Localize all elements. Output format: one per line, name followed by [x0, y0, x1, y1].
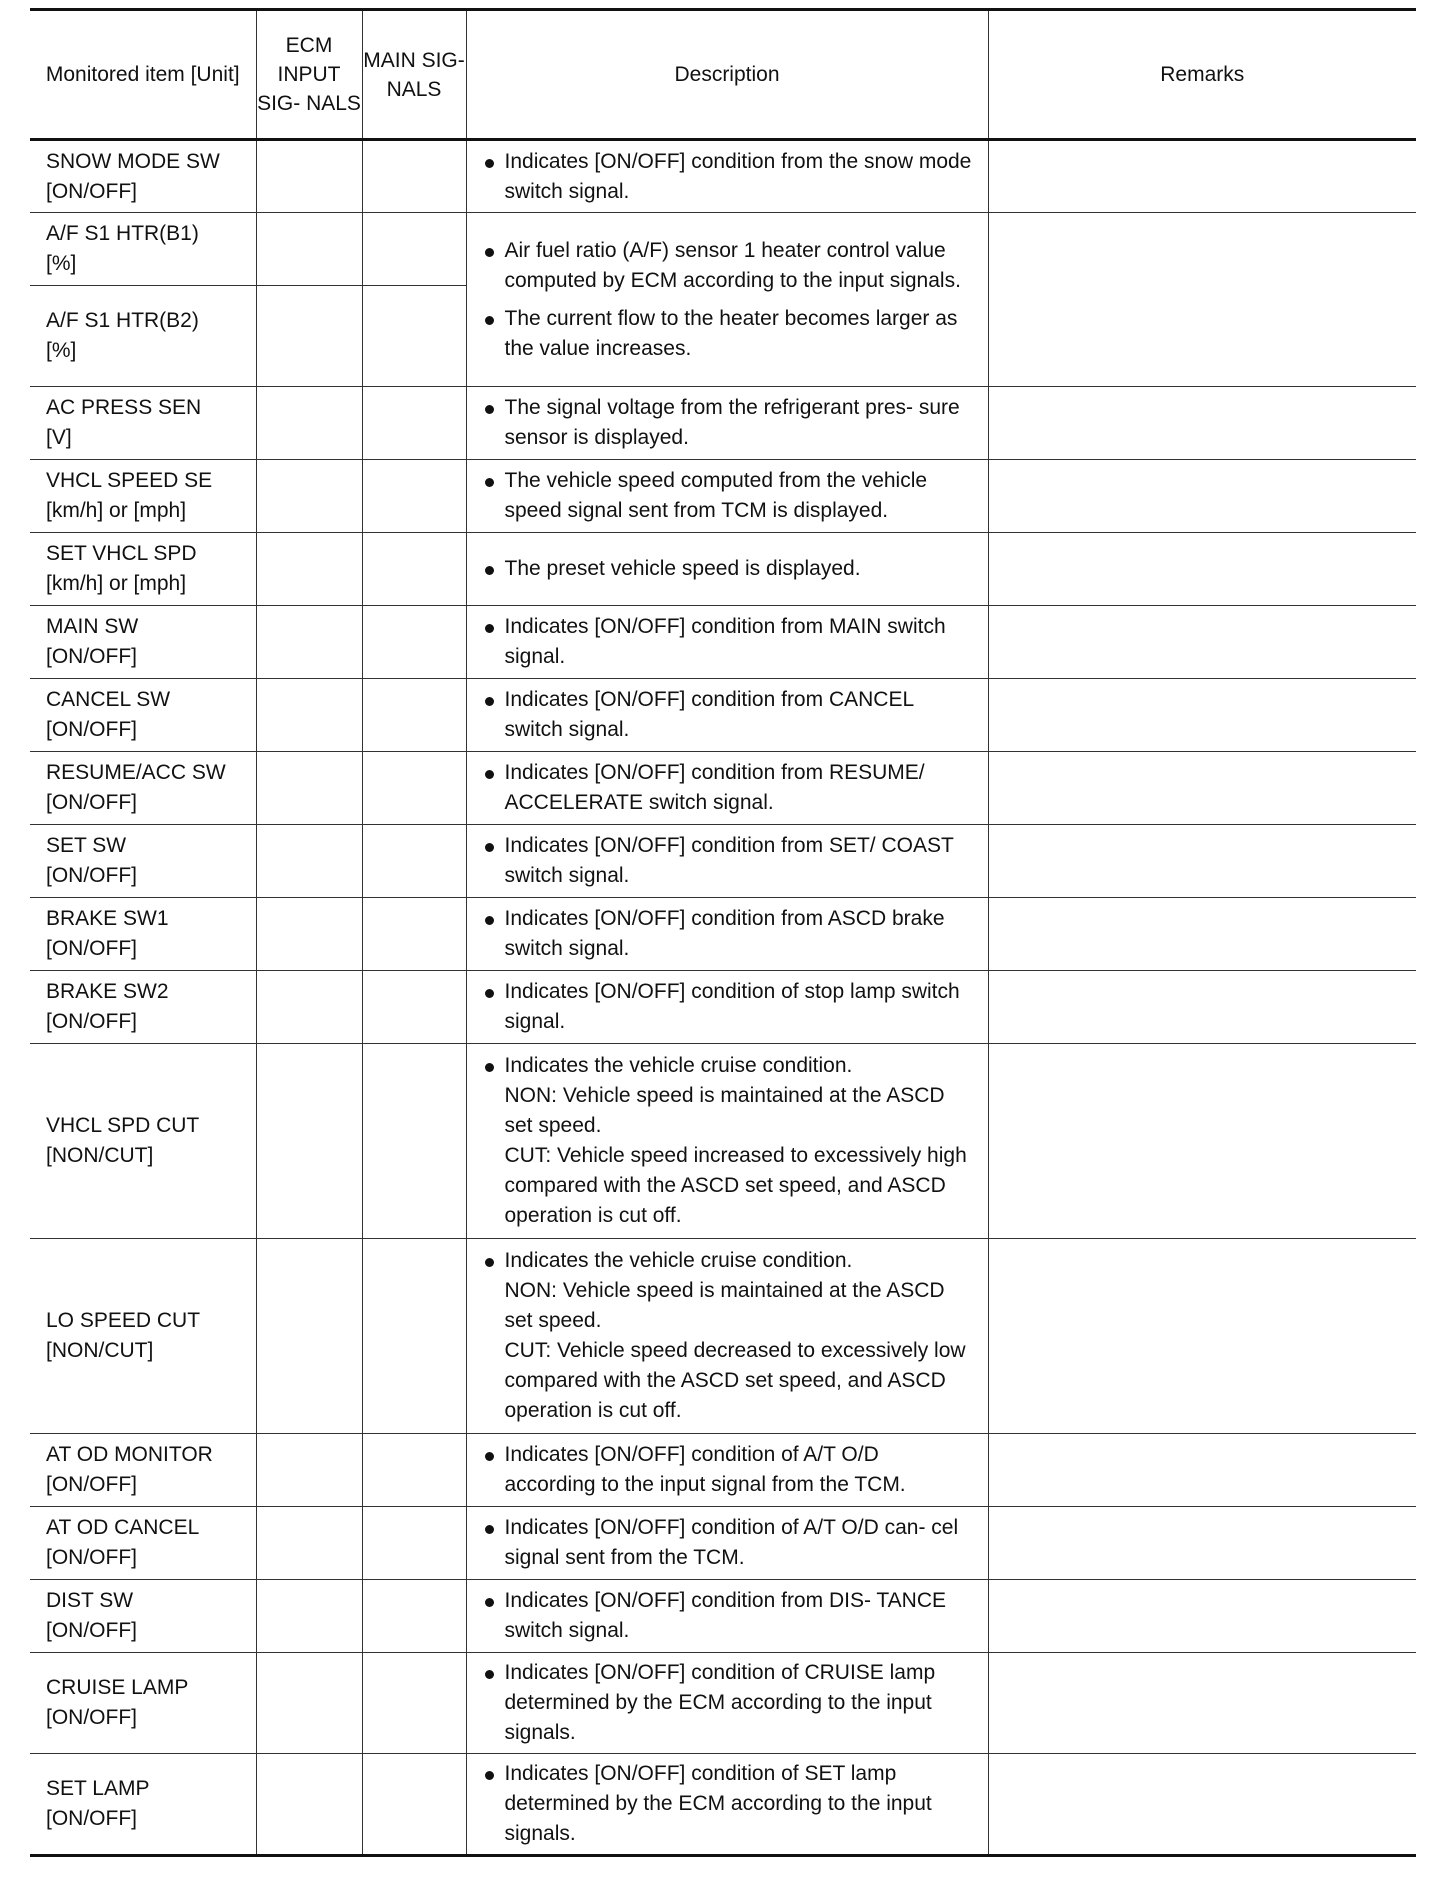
main-signals-cell [362, 1239, 466, 1434]
ecm-input-cell [256, 1507, 362, 1580]
ecm-input-cell [256, 752, 362, 825]
item-cell: SET SW [ON/OFF] [30, 825, 256, 898]
table-row [30, 1580, 1416, 1653]
description-bullet: Indicates [ON/OFF] condition from DIS- TANCE switch signal. [483, 1586, 976, 1646]
remarks-cell [988, 213, 1416, 387]
ecm-input-cell [256, 679, 362, 752]
description-cell [466, 387, 988, 460]
ecm-input-cell [256, 898, 362, 971]
remarks-cell [988, 1580, 1416, 1653]
item-cell: A/F S1 HTR(B2) [%] [30, 286, 256, 387]
description-cell [466, 1507, 988, 1580]
table-row [30, 679, 1416, 752]
description-cell [466, 1434, 988, 1507]
table-row [30, 533, 1416, 606]
ecm-input-cell [256, 1580, 362, 1653]
main-signals-cell [362, 1434, 466, 1507]
item-cell: DIST SW [ON/OFF] [30, 1580, 256, 1653]
description-bullet: Indicates [ON/OFF] condition from CANCEL switch signal. [483, 685, 976, 745]
description-bullet: Indicates the vehicle cruise condition. NON: Vehicle speed is maintained at the ASCD set speed. CUT: Vehicle speed increased to excessively high compared with the ASCD set speed, and ASCD operation is cut off. [483, 1051, 976, 1231]
table-row [30, 606, 1416, 679]
main-signals-cell [362, 752, 466, 825]
description-bullet: Indicates [ON/OFF] condition of CRUISE lamp determined by the ECM according to the input signals. [483, 1658, 976, 1748]
main-signals-cell [362, 286, 466, 387]
description-bullet: The preset vehicle speed is displayed. [483, 554, 976, 584]
table-row [30, 825, 1416, 898]
description-cell [466, 606, 988, 679]
description-bullet: Indicates the vehicle cruise condition. NON: Vehicle speed is maintained at the ASCD set speed. CUT: Vehicle speed decreased to excessively low compared with the ASCD set speed, and ASCD operation is cut off. [483, 1246, 976, 1426]
remarks-cell [988, 898, 1416, 971]
item-cell: SET VHCL SPD [km/h] or [mph] [30, 533, 256, 606]
item-cell: BRAKE SW2 [ON/OFF] [30, 971, 256, 1044]
table-row [30, 1653, 1416, 1754]
item-cell: BRAKE SW1 [ON/OFF] [30, 898, 256, 971]
table-row [30, 1044, 1416, 1239]
remarks-cell [988, 1239, 1416, 1434]
description-cell [466, 679, 988, 752]
header-remarks: Remarks [988, 10, 1416, 140]
header-description: Description [466, 10, 988, 140]
remarks-cell [988, 1653, 1416, 1754]
description-bullet: Air fuel ratio (A/F) sensor 1 heater control value computed by ECM according to the input signals. [483, 236, 976, 296]
item-cell: SET LAMP [ON/OFF] [30, 1754, 256, 1856]
description-bullet: Indicates [ON/OFF] condition of A/T O/D according to the input signal from the TCM. [483, 1440, 976, 1500]
description-cell [466, 971, 988, 1044]
item-cell: VHCL SPEED SE [km/h] or [mph] [30, 460, 256, 533]
header-row [30, 10, 1416, 140]
description-cell [466, 752, 988, 825]
remarks-cell [988, 1754, 1416, 1856]
description-cell [466, 1044, 988, 1239]
description-bullet: Indicates [ON/OFF] condition of stop lamp switch signal. [483, 977, 976, 1037]
remarks-cell [988, 1044, 1416, 1239]
item-cell: CRUISE LAMP [ON/OFF] [30, 1653, 256, 1754]
remarks-cell [988, 140, 1416, 213]
description-bullet: The signal voltage from the refrigerant pres- sure sensor is displayed. [483, 393, 976, 453]
main-signals-cell [362, 387, 466, 460]
remarks-cell [988, 679, 1416, 752]
header-ecm-input: ECM INPUT SIG- NALS [256, 10, 362, 140]
item-cell: SNOW MODE SW [ON/OFF] [30, 140, 256, 213]
main-signals-cell [362, 679, 466, 752]
remarks-cell [988, 752, 1416, 825]
table-row [30, 387, 1416, 460]
table-row [30, 1754, 1416, 1856]
description-cell [466, 533, 988, 606]
description-bullet: Indicates [ON/OFF] condition from the snow mode switch signal. [483, 147, 976, 207]
ecm-input-cell [256, 825, 362, 898]
description-cell [466, 460, 988, 533]
table-row [30, 1239, 1416, 1434]
remarks-cell [988, 606, 1416, 679]
remarks-cell [988, 460, 1416, 533]
ecm-input-cell [256, 460, 362, 533]
remarks-cell [988, 387, 1416, 460]
ecm-input-cell [256, 1754, 362, 1856]
remarks-cell [988, 971, 1416, 1044]
description-cell [466, 1653, 988, 1754]
item-cell: LO SPEED CUT [NON/CUT] [30, 1239, 256, 1434]
ecm-input-cell [256, 971, 362, 1044]
ecm-input-cell [256, 1434, 362, 1507]
main-signals-cell [362, 460, 466, 533]
table-row [30, 1434, 1416, 1507]
table-row [30, 971, 1416, 1044]
main-signals-cell [362, 213, 466, 286]
table-row [30, 898, 1416, 971]
item-cell: VHCL SPD CUT [NON/CUT] [30, 1044, 256, 1239]
description-bullet: Indicates [ON/OFF] condition from SET/ COAST switch signal. [483, 831, 976, 891]
main-signals-cell [362, 1754, 466, 1856]
table-row [30, 1507, 1416, 1580]
description-bullet: Indicates [ON/OFF] condition of SET lamp determined by the ECM according to the input signals. [483, 1759, 976, 1849]
main-signals-cell [362, 1507, 466, 1580]
ecm-input-cell [256, 533, 362, 606]
monitor-table [30, 8, 1416, 1857]
item-cell: AT OD MONITOR [ON/OFF] [30, 1434, 256, 1507]
item-cell: A/F S1 HTR(B1) [%] [30, 213, 256, 286]
description-bullet: Indicates [ON/OFF] condition from MAIN switch signal. [483, 612, 976, 672]
description-cell [466, 1239, 988, 1434]
description-bullet: Indicates [ON/OFF] condition from ASCD brake switch signal. [483, 904, 976, 964]
main-signals-cell [362, 898, 466, 971]
table-row [30, 460, 1416, 533]
main-signals-cell [362, 606, 466, 679]
main-signals-cell [362, 971, 466, 1044]
main-signals-cell [362, 140, 466, 213]
remarks-cell [988, 1507, 1416, 1580]
description-bullet: Indicates [ON/OFF] condition of A/T O/D can- cel signal sent from the TCM. [483, 1513, 976, 1573]
item-cell: CANCEL SW [ON/OFF] [30, 679, 256, 752]
ecm-input-cell [256, 1239, 362, 1434]
item-cell: AC PRESS SEN [V] [30, 387, 256, 460]
remarks-cell [988, 1434, 1416, 1507]
description-cell [466, 213, 988, 387]
description-cell [466, 825, 988, 898]
main-signals-cell [362, 1653, 466, 1754]
item-cell: MAIN SW [ON/OFF] [30, 606, 256, 679]
description-cell [466, 1754, 988, 1856]
item-cell: RESUME/ACC SW [ON/OFF] [30, 752, 256, 825]
description-cell [466, 1580, 988, 1653]
table-row [30, 140, 1416, 213]
table-row [30, 752, 1416, 825]
ecm-input-cell [256, 286, 362, 387]
description-bullet: Indicates [ON/OFF] condition from RESUME/ ACCELERATE switch signal. [483, 758, 976, 818]
header-monitored-item: Monitored item [Unit] [30, 10, 256, 140]
ecm-input-cell [256, 140, 362, 213]
ecm-input-cell [256, 1044, 362, 1239]
ecm-input-cell [256, 213, 362, 286]
ecm-input-cell [256, 387, 362, 460]
main-signals-cell [362, 1044, 466, 1239]
description-cell [466, 898, 988, 971]
header-main-signals: MAIN SIG- NALS [362, 10, 466, 140]
ecm-input-cell [256, 606, 362, 679]
main-signals-cell [362, 533, 466, 606]
remarks-cell [988, 533, 1416, 606]
ecm-input-cell [256, 1653, 362, 1754]
remarks-cell [988, 825, 1416, 898]
description-bullet: The vehicle speed computed from the vehicle speed signal sent from TCM is displayed. [483, 466, 976, 526]
description-bullet: The current flow to the heater becomes larger as the value increases. [483, 304, 976, 364]
description-cell [466, 140, 988, 213]
main-signals-cell [362, 1580, 466, 1653]
item-cell: AT OD CANCEL [ON/OFF] [30, 1507, 256, 1580]
table-row [30, 213, 1416, 286]
main-signals-cell [362, 825, 466, 898]
